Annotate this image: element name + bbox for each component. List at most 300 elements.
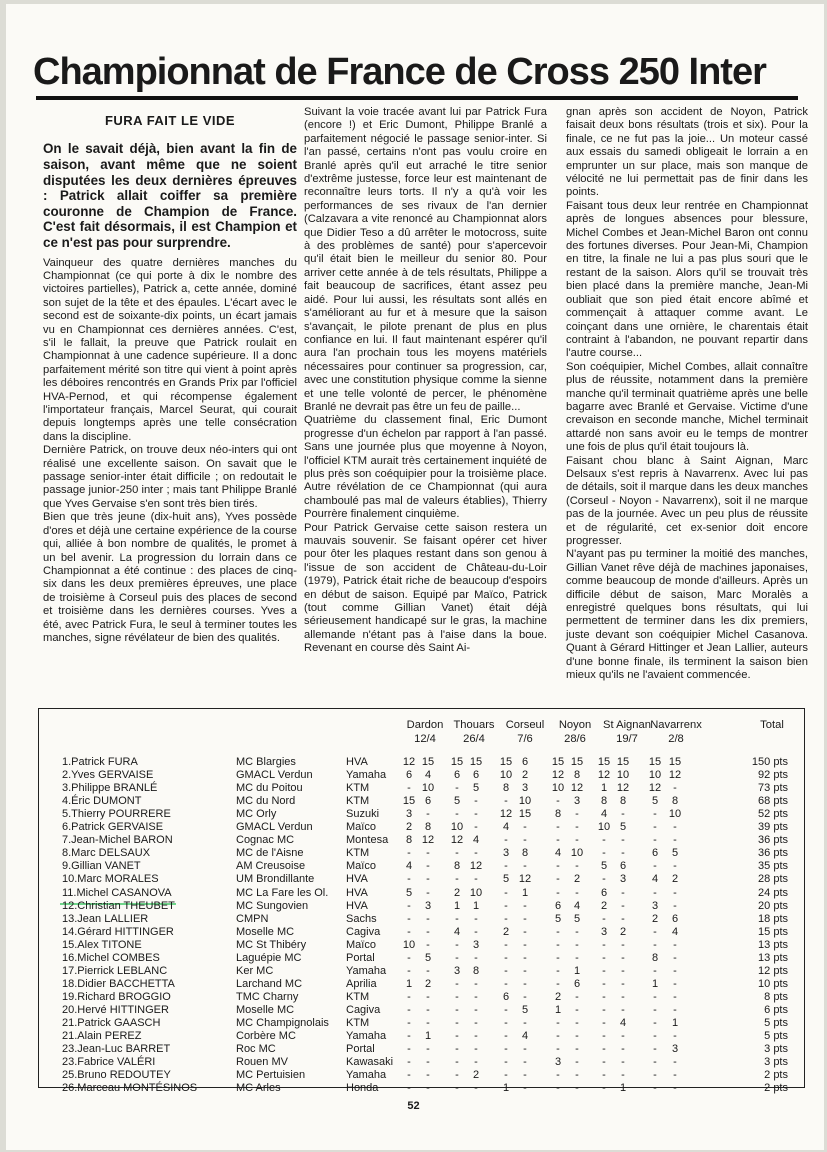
score-cell: - xyxy=(474,873,478,886)
rider-name: 3.Philippe BRANLÉ xyxy=(62,782,158,795)
score-cell: - xyxy=(455,977,459,990)
score-cell: 5 xyxy=(521,1003,529,1016)
score-cell: - xyxy=(407,951,411,964)
score-cell: - xyxy=(602,1017,606,1029)
venue-date: 26/4 xyxy=(463,733,485,745)
score-cell: 1 xyxy=(424,1030,432,1043)
score-cell: 2 xyxy=(521,769,529,782)
score-cell: - xyxy=(455,1069,459,1082)
paragraph: N'ayant pas pu terminer la moitié des manches, Gillian Vanet rêve déjà de machines japonaises, comme beaucoup de monde d'ailleurs. Après un difficile début de saison, Marc Moralès a enregistré quelques bons résultats, qui lui permettent de terminer dans les dix premiers, juste devant son coéquipier Michel Casanova. Quant à Gérard Hittinger et Jean Lallier, auteurs d'une bonne finale, ils terminent la saison bien mieux qu'ils ne l'avaient commencée. xyxy=(566,548,808,682)
score-cell: 6 xyxy=(472,769,480,782)
score-cell: - xyxy=(602,912,606,925)
score-cell: 12 xyxy=(597,769,611,782)
venue-header xyxy=(447,718,501,746)
score-cell: 3 xyxy=(453,964,461,977)
score-cell: - xyxy=(426,925,430,938)
score-cell: 15 xyxy=(499,756,513,768)
venue-date: 2/8 xyxy=(668,733,684,745)
score-cell: - xyxy=(556,1017,560,1029)
total-points: 39 pts xyxy=(758,821,788,834)
table-row xyxy=(0,847,827,860)
bike-make: KTM xyxy=(346,847,370,860)
score-cell: - xyxy=(575,1017,579,1029)
score-cell: - xyxy=(556,873,560,886)
score-cell: - xyxy=(407,1043,411,1056)
venue-date: 28/6 xyxy=(564,733,586,745)
score-cell: 12 xyxy=(469,860,483,873)
total-points: 8 pts xyxy=(764,990,788,1003)
club-name: MC Orly xyxy=(236,808,277,821)
score-cell: 2 xyxy=(472,1069,480,1082)
score-cell: - xyxy=(575,808,579,821)
score-cell: 2 xyxy=(651,912,659,925)
bike-make: HVA xyxy=(346,873,368,886)
score-cell: 3 xyxy=(472,938,480,951)
score-cell: 15 xyxy=(450,756,464,768)
club-name: MC de l'Aisne xyxy=(236,847,304,860)
score-cell: 10 xyxy=(570,847,584,860)
article-column-3 xyxy=(566,106,808,682)
score-cell: - xyxy=(426,1043,430,1056)
score-cell: - xyxy=(602,1069,606,1082)
score-cell: - xyxy=(673,938,677,951)
score-cell: - xyxy=(523,977,527,990)
score-cell: 8 xyxy=(521,847,529,860)
score-cell: - xyxy=(474,847,478,860)
score-cell: - xyxy=(653,808,657,821)
score-cell: 4 xyxy=(405,860,413,873)
club-name: MC La Fare les Ol. xyxy=(236,886,329,899)
club-name: Cognac MC xyxy=(236,834,295,847)
score-cell: - xyxy=(474,1030,478,1043)
score-cell: - xyxy=(621,1003,625,1016)
club-name: Corbère MC xyxy=(236,1030,296,1043)
venue-date: 19/7 xyxy=(616,733,638,745)
score-cell: 8 xyxy=(554,808,562,821)
score-cell: 3 xyxy=(521,782,529,795)
score-cell: - xyxy=(523,951,527,964)
score-cell: - xyxy=(455,1003,459,1016)
score-cell: 10 xyxy=(597,821,611,834)
page-number: 52 xyxy=(407,1100,420,1112)
total-points: 20 pts xyxy=(758,899,788,912)
table-row xyxy=(0,1056,827,1069)
score-cell: - xyxy=(653,1003,657,1016)
score-cell: - xyxy=(653,990,657,1003)
rider-name: 7.Jean-Michel BARON xyxy=(62,834,173,847)
score-cell: - xyxy=(653,1017,657,1029)
total-points: 5 pts xyxy=(764,1017,788,1029)
score-cell: 6 xyxy=(424,795,432,808)
paragraph: Quatrième du classement final, Eric Dumont progresse d'un échelon par rapport à l'an passé. Sans une journée plus que moyenne à Noyon, l'officiel KTM aurait très certainement inquiété de plus près son coéquipier pour la troisième place. Autre révélation de ce Championnat (qui aura chamboulé pas mal de valeurs établies), Thierry Pourrère finalement cinquième. xyxy=(304,414,547,521)
rider-name: 5.Thierry POURRERE xyxy=(62,808,171,821)
score-cell: - xyxy=(673,1082,677,1095)
bike-make: KTM xyxy=(346,782,370,795)
score-cell: 1 xyxy=(671,1017,679,1029)
score-cell: 5 xyxy=(453,795,461,808)
score-cell: - xyxy=(602,1003,606,1016)
rider-name: 10.Marc MORALES xyxy=(62,873,159,886)
score-cell: - xyxy=(556,795,560,808)
score-cell: - xyxy=(575,938,579,951)
score-cell: - xyxy=(621,899,625,912)
score-cell: 4 xyxy=(651,873,659,886)
score-cell: - xyxy=(673,860,677,873)
score-cell: - xyxy=(556,860,560,873)
score-cell: - xyxy=(575,1082,579,1095)
score-cell: 1 xyxy=(573,964,581,977)
club-name: UM Brondillante xyxy=(236,873,315,886)
score-cell: - xyxy=(426,808,430,821)
score-cell: - xyxy=(407,912,411,925)
club-name: Moselle MC xyxy=(236,925,295,938)
bike-make: Maïco xyxy=(346,860,376,873)
paragraph: Pour Patrick Gervaise cette saison restera un mauvais souvenir. Se faisant opérer cet hiver pour ôter les plaques restant dans son genou à l'issue de son accident de Château-du-Loir (1979), Patrick était riche de beaucoup d'espoirs en début de saison. Equipé par Maïco, Patrick (tout comme Gillian Vanet) était déjà sérieusement handicapé sur le gras, la machine allemande n'étant pas à l'aise dans la boue. Revenant en course dès Saint Ai- xyxy=(304,521,547,655)
score-cell: 3 xyxy=(424,899,432,912)
rider-name: 8.Marc DELSAUX xyxy=(62,847,151,860)
score-cell: - xyxy=(575,834,579,847)
score-cell: - xyxy=(653,1082,657,1095)
score-cell: - xyxy=(407,899,411,912)
score-cell: 12 xyxy=(421,834,435,847)
total-points: 68 pts xyxy=(758,795,788,808)
rider-name: 11.Michel CASANOVA xyxy=(62,886,172,899)
club-name: MC Arles xyxy=(236,1082,281,1095)
score-cell: 8 xyxy=(651,951,659,964)
score-cell: 15 xyxy=(570,756,584,768)
score-cell: - xyxy=(474,1056,478,1069)
score-cell: - xyxy=(621,1043,625,1056)
score-cell: - xyxy=(653,821,657,834)
score-cell: 1 xyxy=(554,1003,562,1016)
score-cell: - xyxy=(504,860,508,873)
venue-date: 7/6 xyxy=(517,733,533,745)
bike-make: Aprilia xyxy=(346,977,377,990)
paragraph: gnan après son accident de Noyon, Patrick faisait deux bons résultats (trois et six). Pour la finale, ce ne fut pas la joie... Un moteur cassé aux essais du samedi obligeait le lorrain a en emprunter un sur place, mais son manque de vélocité ne lui permettait pas de finir dans les points. xyxy=(566,106,808,199)
score-cell: - xyxy=(474,1017,478,1029)
score-cell: - xyxy=(426,886,430,899)
score-cell: 1 xyxy=(521,886,529,899)
score-cell: 10 xyxy=(499,769,513,782)
score-cell: - xyxy=(455,782,459,795)
score-cell: - xyxy=(426,964,430,977)
score-cell: 8 xyxy=(573,769,581,782)
club-name: MC Blargies xyxy=(236,756,296,768)
score-cell: - xyxy=(653,1030,657,1043)
article-column-2 xyxy=(304,106,547,656)
rider-name: 2.Yves GERVAISE xyxy=(62,769,154,782)
score-cell: 2 xyxy=(573,873,581,886)
bike-make: Maïco xyxy=(346,821,376,834)
score-cell: - xyxy=(621,808,625,821)
venue-header xyxy=(648,718,704,746)
score-cell: - xyxy=(455,1056,459,1069)
score-cell: 10 xyxy=(518,795,532,808)
table-row xyxy=(0,782,827,795)
score-cell: - xyxy=(556,951,560,964)
score-cell: 4 xyxy=(453,925,461,938)
score-cell: 12 xyxy=(402,756,416,768)
rider-name: 17.Pierrick LEBLANC xyxy=(62,964,168,977)
table-row xyxy=(0,795,827,808)
score-cell: 3 xyxy=(554,1056,562,1069)
score-cell: - xyxy=(426,1003,430,1016)
score-cell: 15 xyxy=(469,756,483,768)
venue-name: Navarrenx xyxy=(650,719,702,731)
club-name: Roc MC xyxy=(236,1043,276,1056)
score-cell: - xyxy=(575,1043,579,1056)
score-cell: 4 xyxy=(619,1017,627,1029)
bike-make: Yamaha xyxy=(346,769,387,782)
score-cell: - xyxy=(602,951,606,964)
club-name: CMPN xyxy=(236,912,269,925)
page-title: Championnat de France de Cross 250 Inter xyxy=(33,51,766,93)
score-cell: - xyxy=(407,925,411,938)
paragraph: Son coéquipier, Michel Combes, allait connaître plus de réussite, notamment dans la première manche qu'il terminait quatrième après une belle bagarre avec Branlé et Gervaise. Victime d'une crevaison en seconde manche, Michel terminait attardé non sans avoir eu le temps de montrer une fois de plus qu'il était toujours là. xyxy=(566,360,808,454)
rider-name: 25.Bruno REDOUTEY xyxy=(62,1069,171,1082)
score-cell: 10 xyxy=(668,808,682,821)
score-cell: - xyxy=(602,964,606,977)
score-cell: - xyxy=(673,899,677,912)
score-cell: 2 xyxy=(424,977,432,990)
score-cell: - xyxy=(407,1056,411,1069)
score-cell: 5 xyxy=(472,782,480,795)
club-name: MC St Thibéry xyxy=(236,938,307,951)
score-cell: - xyxy=(407,1003,411,1016)
score-cell: - xyxy=(621,964,625,977)
bike-make: Suzuki xyxy=(346,808,380,821)
table-row xyxy=(0,926,827,939)
score-cell: - xyxy=(621,1069,625,1082)
venue-header xyxy=(550,718,600,746)
score-cell: 15 xyxy=(616,756,630,768)
score-cell: 3 xyxy=(671,1043,679,1056)
score-cell: - xyxy=(621,886,625,899)
score-cell: 6 xyxy=(671,912,679,925)
club-name: Rouen MV xyxy=(236,1056,288,1069)
score-cell: 8 xyxy=(453,860,461,873)
rider-name: 20.Hervé HITTINGER xyxy=(62,1003,169,1016)
score-cell: - xyxy=(474,1043,478,1056)
score-cell: 6 xyxy=(573,977,581,990)
club-name: AM Creusoise xyxy=(236,860,306,873)
score-cell: - xyxy=(455,990,459,1003)
score-cell: - xyxy=(523,834,527,847)
rider-name: 21.Patrick GAASCH xyxy=(62,1017,161,1029)
score-cell: - xyxy=(556,1043,560,1056)
total-points: 13 pts xyxy=(758,938,788,951)
score-cell: 10 xyxy=(450,821,464,834)
score-cell: - xyxy=(673,1056,677,1069)
score-cell: 5 xyxy=(405,886,413,899)
score-cell: 1 xyxy=(502,1082,510,1095)
score-cell: 1 xyxy=(405,977,413,990)
bike-make: HVA xyxy=(346,886,368,899)
score-cell: - xyxy=(556,886,560,899)
score-cell: 8 xyxy=(405,834,413,847)
total-points: 3 pts xyxy=(764,1056,788,1069)
score-cell: - xyxy=(504,1056,508,1069)
rider-name: 12.Christian THEUBET xyxy=(62,899,175,912)
bike-make: Kawasaki xyxy=(346,1056,394,1069)
score-cell: - xyxy=(407,1069,411,1082)
article-subheading: FURA FAIT LE VIDE xyxy=(104,113,236,128)
table-row xyxy=(0,1004,827,1017)
score-cell: - xyxy=(474,912,478,925)
score-cell: - xyxy=(407,990,411,1003)
score-cell: - xyxy=(523,964,527,977)
score-cell: 4 xyxy=(521,1030,529,1043)
total-points: 150 pts xyxy=(751,756,788,768)
total-header: Total xyxy=(760,719,784,731)
score-cell: 5 xyxy=(651,795,659,808)
venue-name: Dardon xyxy=(406,719,444,731)
score-cell: - xyxy=(673,990,677,1003)
bike-make: KTM xyxy=(346,990,370,1003)
score-cell: - xyxy=(556,938,560,951)
score-cell: 4 xyxy=(472,834,480,847)
score-cell: - xyxy=(426,873,430,886)
bike-make: HVA xyxy=(346,756,368,768)
venue-header xyxy=(500,718,550,746)
score-cell: 3 xyxy=(600,925,608,938)
score-cell: 4 xyxy=(502,821,510,834)
score-cell: 4 xyxy=(424,769,432,782)
total-points: 52 pts xyxy=(758,808,788,821)
score-cell: - xyxy=(673,964,677,977)
venue-name: Thouars xyxy=(453,719,495,731)
total-points: 15 pts xyxy=(758,925,788,938)
score-cell: - xyxy=(523,1082,527,1095)
score-cell: 10 xyxy=(648,769,662,782)
score-cell: 4 xyxy=(554,847,562,860)
score-cell: - xyxy=(455,808,459,821)
score-cell: - xyxy=(621,834,625,847)
score-cell: - xyxy=(621,912,625,925)
score-cell: - xyxy=(407,1030,411,1043)
score-cell: - xyxy=(575,821,579,834)
score-cell: - xyxy=(653,938,657,951)
score-cell: 6 xyxy=(554,899,562,912)
table-row xyxy=(0,978,827,991)
table-row xyxy=(0,900,827,913)
score-cell: - xyxy=(602,938,606,951)
bike-make: Yamaha xyxy=(346,1030,387,1043)
total-points: 35 pts xyxy=(758,860,788,873)
score-cell: - xyxy=(455,1017,459,1029)
score-cell: 8 xyxy=(671,795,679,808)
score-cell: - xyxy=(653,1056,657,1069)
bike-make: KTM xyxy=(346,795,370,808)
score-cell: - xyxy=(653,964,657,977)
score-cell: - xyxy=(474,1082,478,1095)
score-cell: - xyxy=(575,886,579,899)
paragraph: Vainqueur des quatre dernières manches du Championnat (ce qui porte à dix le nombre des victoires partielles), Patrick a, cette année, dominé son sujet de la tête et des épaules. L'écart avec le second est de soixante-dix points, un écart jamais vu en Championnat ces dernières années. C'est, s'il le fallait, la preuve que Patrick roulait en Championnat à une cadence supérieure. Il a donc parfaitement mérité son titre qui vient à point après les déboires rencontrés en Grands Prix par l'officiel HVA-Pernod, et qui récompense également l'importateur français, Marcel Seurat, qui courait depuis longtemps après une telle consécration dans la discipline. xyxy=(43,256,297,443)
score-cell: 12 xyxy=(648,782,662,795)
score-cell: - xyxy=(673,834,677,847)
score-cell: - xyxy=(504,951,508,964)
score-cell: - xyxy=(474,821,478,834)
rider-name: 21.Alain PEREZ xyxy=(62,1030,142,1043)
score-cell: - xyxy=(621,938,625,951)
score-cell: - xyxy=(504,1017,508,1029)
score-cell: 12 xyxy=(499,808,513,821)
score-cell: 4 xyxy=(600,808,608,821)
score-cell: - xyxy=(523,1056,527,1069)
score-cell: - xyxy=(504,938,508,951)
club-name: MC Sungovien xyxy=(236,899,309,912)
score-cell: 15 xyxy=(648,756,662,768)
club-name: Laguépie MC xyxy=(236,951,302,964)
score-cell: - xyxy=(575,951,579,964)
article-column-1 xyxy=(43,106,297,645)
score-cell: - xyxy=(556,821,560,834)
bike-make: Portal xyxy=(346,951,375,964)
score-cell: 12 xyxy=(570,782,584,795)
score-cell: 2 xyxy=(405,821,413,834)
score-cell: 6 xyxy=(521,756,529,768)
total-points: 73 pts xyxy=(758,782,788,795)
score-cell: - xyxy=(523,1069,527,1082)
score-cell: - xyxy=(602,834,606,847)
score-cell: - xyxy=(504,1030,508,1043)
score-cell: - xyxy=(504,964,508,977)
table-row xyxy=(0,860,827,873)
total-points: 18 pts xyxy=(758,912,788,925)
score-cell: 2 xyxy=(502,925,510,938)
score-cell: - xyxy=(575,1003,579,1016)
rider-name: 19.Richard BROGGIO xyxy=(62,990,171,1003)
rider-name: 23.Jean-Luc BARRET xyxy=(62,1043,171,1056)
score-cell: - xyxy=(474,977,478,990)
title-rule xyxy=(36,96,798,100)
paragraph: Suivant la voie tracée avant lui par Patrick Fura (encore !) et Eric Dumont, Philippe Branlé a parfaitement négocié le passage senior-inter. Si l'an passé, certains n'ont pas voulu croire en Branlé après qu'il eut arraché le titre senior d'extrême justesse, force leur est maintenant de reconnaître leurs torts. Il n'y a qu'à voir les performances de ses rivaux de l'an dernier (Calzavara a vite renoncé au Championnat alors que Didier Teso a dû arrêter le motocross, suite à des problèmes de santé) pour s'apercevoir qu'il était bien le meilleur du senior 80. Pour arriver cette année à de tels résultats, Philippe a fait beaucoup de sacrifices, étant assez peu aidé. Pour lui aussi, les résultats sont allés en s'améliorant au fur et à mesure que la saison s'avançait, le pilote prenant de plus en plus confiance en lui. Il faut maintenant espérer qu'il aura l'an prochain tous les moyens matériels nécessaires pour continuer sa progression, car, avec une constitution physique comme la sienne et une telle volonté de percer, le phénomène Branlé ne devrait pas être un feu de paille... xyxy=(304,106,547,413)
score-cell: - xyxy=(673,821,677,834)
score-cell: - xyxy=(523,899,527,912)
score-cell: 1 xyxy=(651,977,659,990)
score-cell: - xyxy=(602,1082,606,1095)
table-row xyxy=(0,756,827,769)
total-points: 28 pts xyxy=(758,873,788,886)
club-name: Ker MC xyxy=(236,964,274,977)
score-cell: 3 xyxy=(651,899,659,912)
score-cell: - xyxy=(504,912,508,925)
score-cell: - xyxy=(602,1043,606,1056)
score-cell: 6 xyxy=(405,769,413,782)
table-row xyxy=(0,821,827,834)
total-points: 92 pts xyxy=(758,769,788,782)
score-cell: - xyxy=(621,951,625,964)
score-cell: 5 xyxy=(424,951,432,964)
table-row xyxy=(0,1030,827,1043)
total-points: 24 pts xyxy=(758,886,788,899)
score-cell: - xyxy=(621,847,625,860)
rider-name: 23.Fabrice VALÉRI xyxy=(62,1056,156,1069)
score-cell: - xyxy=(474,808,478,821)
score-cell: 12 xyxy=(616,782,630,795)
score-cell: - xyxy=(673,951,677,964)
total-points: 13 pts xyxy=(758,951,788,964)
score-cell: 8 xyxy=(619,795,627,808)
score-cell: - xyxy=(575,990,579,1003)
score-cell: - xyxy=(575,925,579,938)
score-cell: - xyxy=(455,1043,459,1056)
score-cell: - xyxy=(523,990,527,1003)
score-cell: - xyxy=(504,1043,508,1056)
score-cell: - xyxy=(407,1017,411,1029)
total-points: 2 pts xyxy=(764,1069,788,1082)
rider-name: 15.Alex TITONE xyxy=(62,938,142,951)
